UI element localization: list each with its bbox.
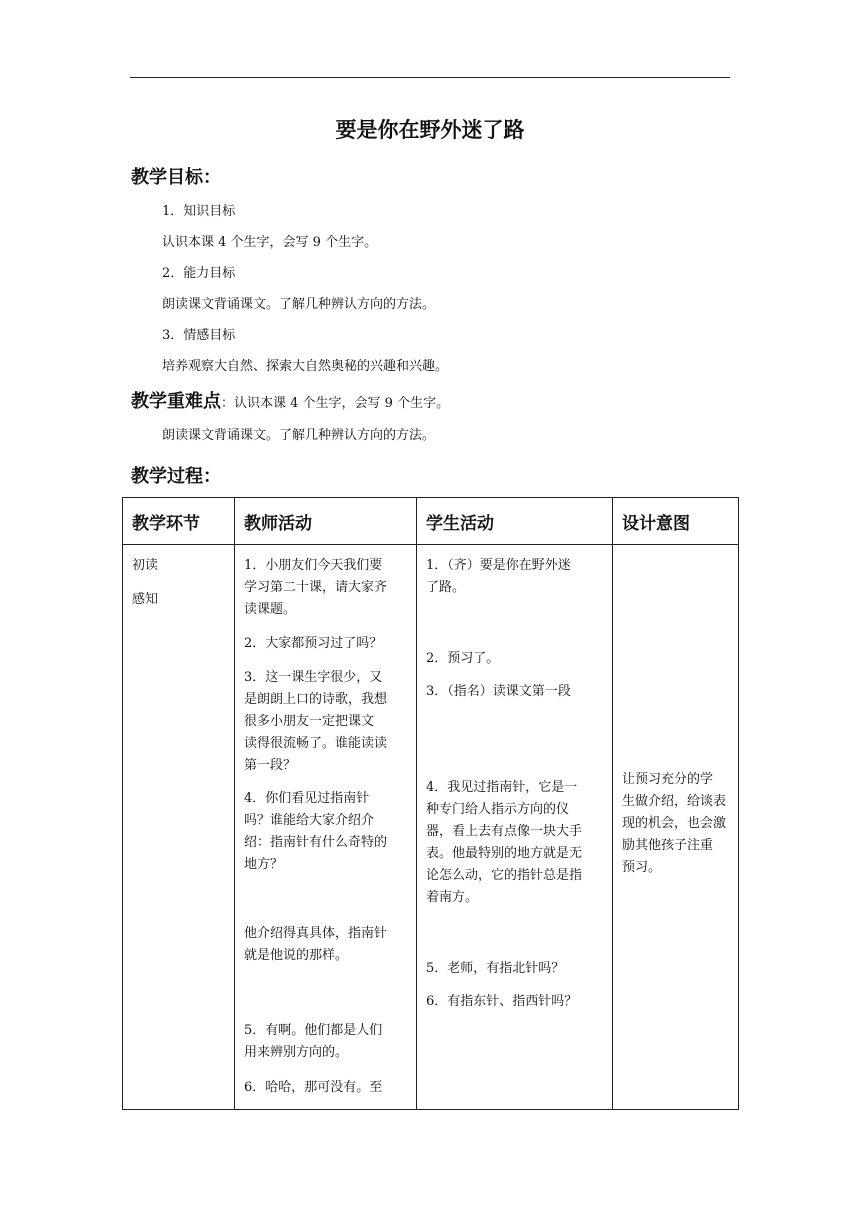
objective-text-1: 认识本课 4 个生字，会写 9 个生字。 bbox=[162, 235, 378, 250]
stage-line-2: 感知 bbox=[132, 592, 159, 607]
objective-label-2: 2．能力目标 bbox=[162, 266, 236, 281]
objective-label-3: 3．情感目标 bbox=[162, 328, 236, 343]
teacher-item-1: 1．小朋友们今天我们要 学习第二十课，请大家齐 读课题。 bbox=[244, 558, 388, 617]
teacher-item-5: 他介绍得真具体，指南针 就是他说的那样。 bbox=[244, 926, 388, 963]
process-heading: 教学过程： bbox=[131, 466, 221, 487]
teacher-item-4: 4．你们看见过指南针 吗？谁能给大家介绍介 绍：指南针有什么奇特的 地方？ bbox=[244, 791, 388, 872]
key-points-line-1: ：认识本课 4 个生字，会写 9 个生字。 bbox=[221, 396, 450, 411]
objective-text-2: 朗读课文背诵课文。了解几种辨认方向的方法。 bbox=[162, 297, 436, 312]
column-header-intent: 设计意图 bbox=[613, 498, 739, 545]
objective-label-1: 1．知识目标 bbox=[162, 204, 236, 219]
column-header-stage: 教学环节 bbox=[123, 498, 235, 545]
objective-text-3: 培养观察大自然、探索大自然奥秘的兴趣和兴趣。 bbox=[162, 359, 449, 374]
table-header-row bbox=[123, 498, 739, 545]
header-rule bbox=[130, 77, 730, 78]
stage-cell bbox=[123, 545, 235, 1110]
key-points-heading bbox=[131, 387, 449, 413]
process-table bbox=[122, 497, 739, 1110]
teacher-item-6: 5．有啊。他们都是人们 用来辨别方向的。 bbox=[244, 1023, 383, 1060]
student-cell bbox=[417, 545, 613, 1110]
teacher-item-2: 2．大家都预习过了吗？ bbox=[244, 636, 383, 651]
page-title: 要是你在野外迷了路 bbox=[335, 118, 525, 142]
teacher-item-3: 3．这一课生字很少，又 是朗朗上口的诗歌，我想 很多小朋友一定把课文 读得很流畅了。谁能读读 第一段？ bbox=[244, 670, 388, 773]
teacher-item-7: 6．哈哈，那可没有。至 bbox=[244, 1080, 383, 1095]
student-item-2: 2．预习了。 bbox=[426, 651, 500, 666]
stage-line-1: 初读 bbox=[132, 558, 159, 573]
objectives-heading: 教学目标： bbox=[131, 167, 221, 188]
column-header-student: 学生活动 bbox=[417, 498, 613, 545]
key-points-line-2: 朗读课文背诵课文。了解几种辨认方向的方法。 bbox=[162, 428, 436, 443]
student-item-3: 3．（指名）读课文第一段 bbox=[426, 684, 571, 699]
column-header-teacher: 教师活动 bbox=[235, 498, 417, 545]
student-item-5: 5．老师，有指北针吗？ bbox=[426, 961, 565, 976]
student-item-6: 6．有指东针、指西针吗？ bbox=[426, 994, 578, 1009]
key-points-label: 教学重难点 bbox=[131, 391, 221, 412]
teacher-cell bbox=[235, 545, 417, 1110]
intent-text: 让预习充分的学 生做介绍，给谈表 现的机会，也会激 励其他孩子注重 预习。 bbox=[622, 772, 727, 875]
student-item-4: 4．我见过指南针，它是一 种专门给人指示方向的仪 器，看上去有点像一块大手 表。他最特别的地方就是无 论怎么动，它的指针总是指 着南方。 bbox=[426, 780, 583, 905]
table-row bbox=[123, 545, 739, 1110]
student-item-1: 1．（齐）要是你在野外迷 了路。 bbox=[426, 558, 571, 595]
intent-cell bbox=[613, 545, 739, 1110]
